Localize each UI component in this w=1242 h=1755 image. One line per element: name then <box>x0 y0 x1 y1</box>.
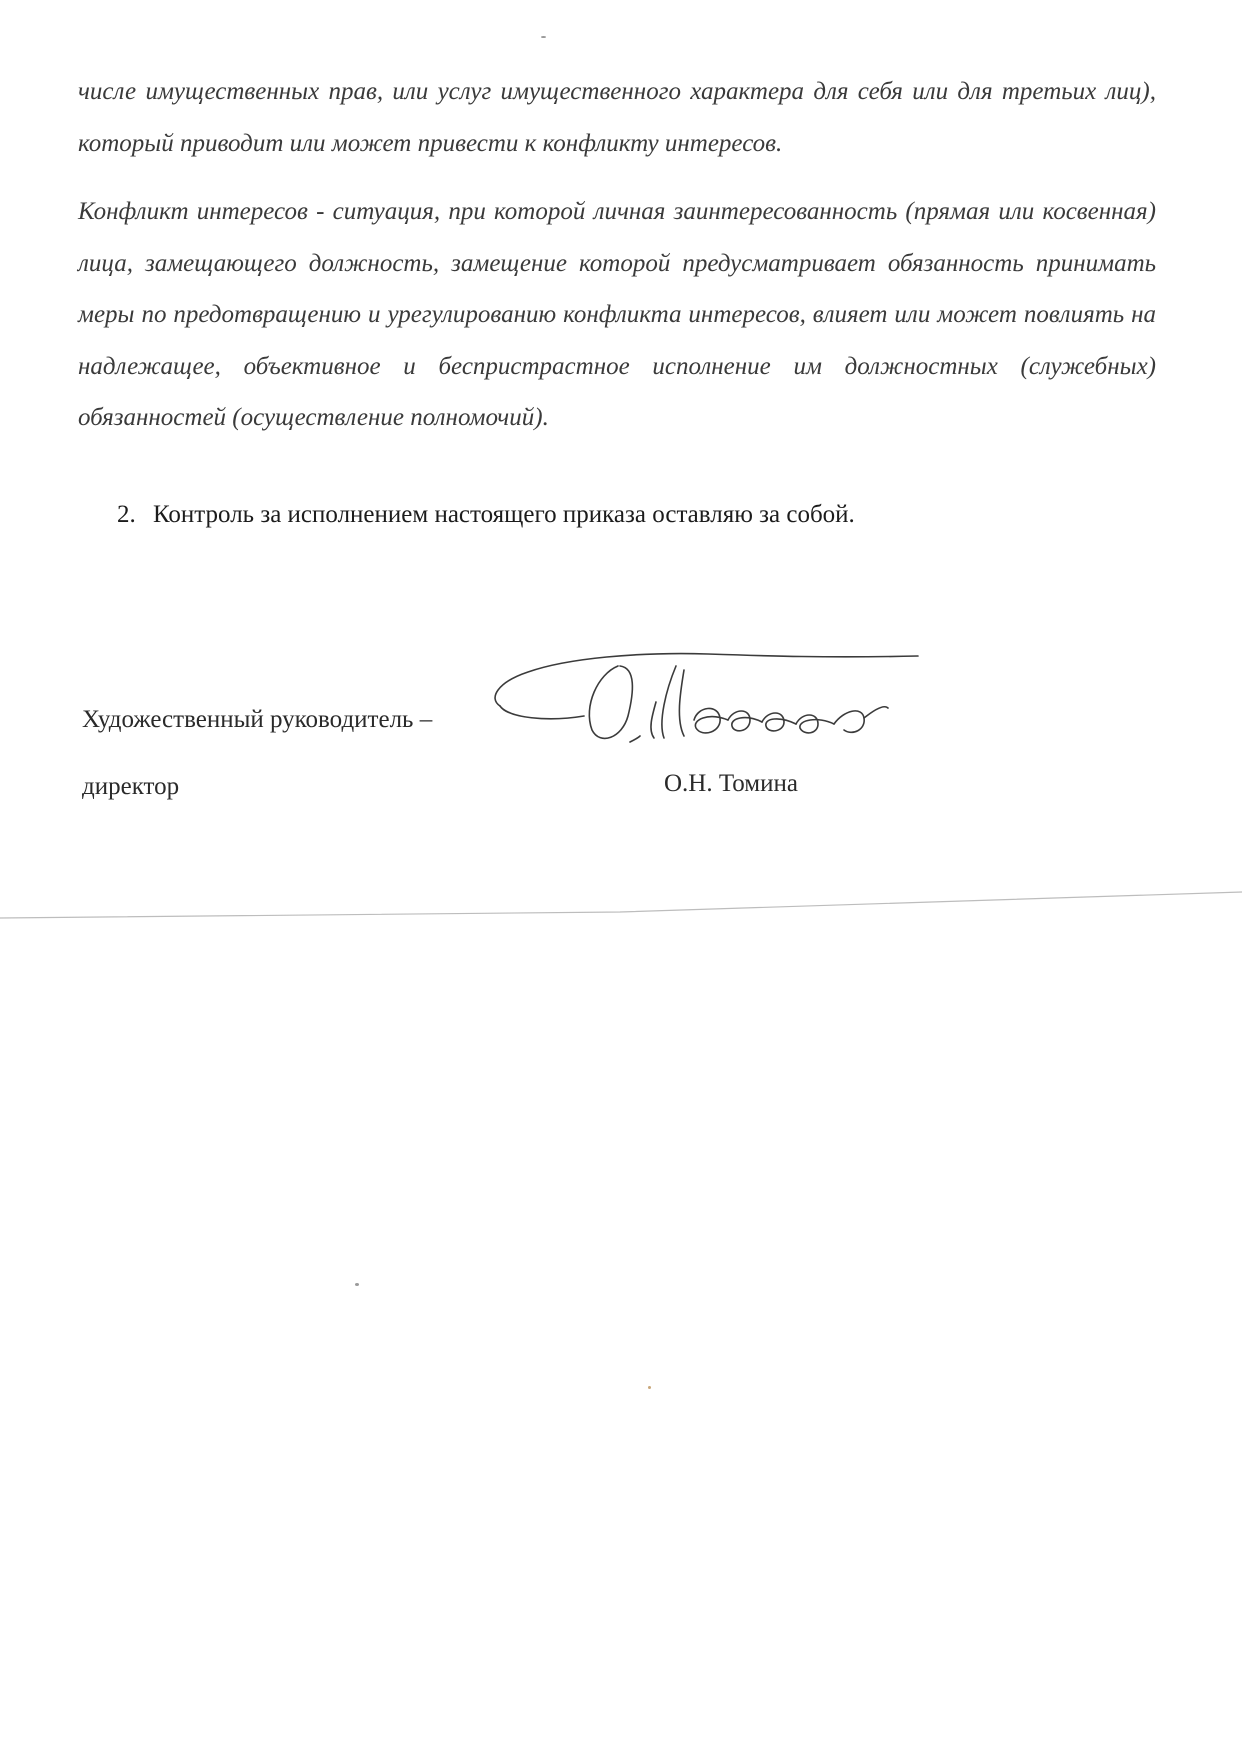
signatory-name: О.Н. Томина <box>664 770 798 797</box>
handwritten-signature <box>488 646 928 756</box>
order-item-2 <box>117 501 855 529</box>
paragraph-conflict-of-interest: Конфликт интересов - ситуация, при которой личная заинтересованность (прямая или косвенная) лица, замещающего должность, замещение которой предусматривает обязанность принимать меры по предотвращению и урегулированию конфликта интересов, влияет или может повлиять на надлежащее, объективное и беспристрастное исполнение им должностных (служебных) обязанностей (осуществление полномочий). <box>78 198 1156 431</box>
order-item-text: Контроль за исполнением настоящего приказа оставляю за собой. <box>153 501 855 528</box>
scan-speck-mid <box>355 1283 359 1286</box>
scan-speck-low <box>648 1386 651 1389</box>
page-fold-line <box>0 890 1242 920</box>
signatory-role: директор <box>82 773 180 800</box>
scan-speck-top <box>541 36 546 38</box>
paragraph-continuation: числе имущественных прав, или услуг имущественного характера для себя или для третьих лиц), который приводит или может привести к конфликту интересов. <box>78 78 1156 157</box>
signatory-title: Художественный руководитель – <box>82 706 433 733</box>
order-item-number: 2. <box>117 501 136 528</box>
